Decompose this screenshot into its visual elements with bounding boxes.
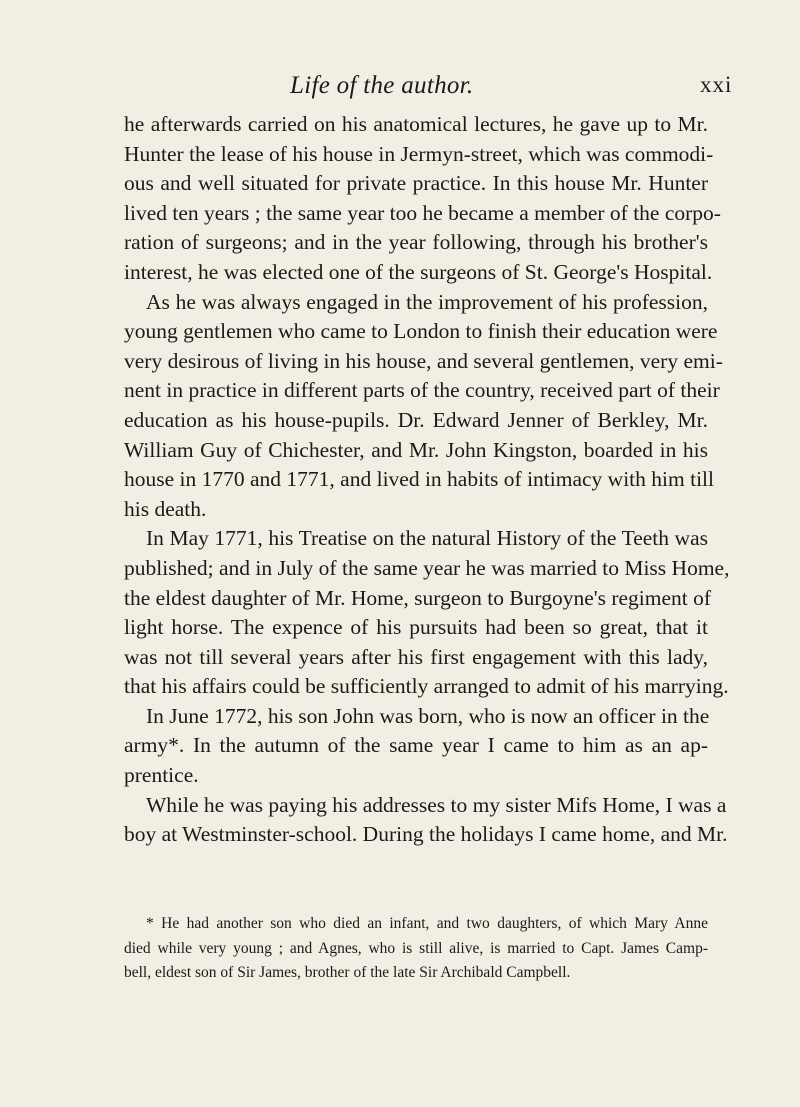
text-line: ous and well situated for private practice. In this house Mr. Hunter (124, 171, 708, 196)
text-line: young gentlemen who came to London to finish their education were (124, 319, 718, 344)
footnote (124, 912, 708, 986)
paragraph-start-line: As he was always engaged in the improvement of his profession, (146, 289, 708, 314)
footnote-line: bell, eldest son of Sir James, brother of the late Sir Archibald Campbell. (124, 964, 571, 982)
text-line: ration of surgeons; and in the year following, through his brother's (124, 230, 708, 255)
body-text (124, 110, 730, 850)
paragraph-start-line: In May 1771, his Treatise on the natural History of the Teeth was (146, 526, 708, 551)
text-line: the eldest daughter of Mr. Home, surgeon to Burgoyne's regiment of (124, 585, 712, 610)
text-line: nent in practice in different parts of the country, received part of their (124, 378, 720, 403)
running-head (0, 72, 800, 106)
footnote-line: * He had another son who died an infant, and two daughters, of which Mary Anne (146, 915, 708, 932)
text-line: interest, he was elected one of the surgeons of St. George's Hospital. (124, 259, 713, 284)
text-line: light horse. The expence of his pursuits had been so great, that it (124, 615, 708, 640)
text-line: was not till several years after his first engagement with this lady, (124, 644, 708, 669)
text-line: his death. (124, 496, 207, 521)
text-line: very desirous of living in his house, and several gentlemen, very emi- (124, 348, 723, 373)
text-line: he afterwards carried on his anatomical lectures, he gave up to Mr. (124, 112, 708, 136)
text-line: house in 1770 and 1771, and lived in habits of intimacy with him till (124, 467, 714, 492)
text-line: education as his house-pupils. Dr. Edward Jenner of Berkley, Mr. (124, 407, 708, 432)
text-line: that his affairs could be sufficiently arranged to admit of his marrying. (124, 674, 729, 699)
text-line: boy at Westminster-school. During the holidays I came home, and Mr. (124, 822, 728, 847)
paragraph-start-line: While he was paying his addresses to my sister Mifs Home, I was a (146, 792, 727, 817)
text-line: Hunter the lease of his house in Jermyn-street, which was commodi- (124, 141, 714, 166)
text-line: lived ten years ; the same year too he became a member of the corpo- (124, 200, 721, 225)
text-line: William Guy of Chichester, and Mr. John Kingston, boarded in his (124, 437, 708, 462)
footnote-line: died while very young ; and Agnes, who is still alive, is married to Capt. James Camp- (124, 939, 708, 957)
paragraph-start-line: In June 1772, his son John was born, who is now an officer in the (146, 703, 710, 728)
text-line: published; and in July of the same year he was married to Miss Home, (124, 555, 730, 580)
running-title: Life of the author. (290, 72, 474, 99)
text-line: prentice. (124, 763, 199, 788)
page-number: xxi (700, 72, 733, 97)
text-line: army*. In the autumn of the same year I came to him as an ap- (124, 733, 708, 758)
